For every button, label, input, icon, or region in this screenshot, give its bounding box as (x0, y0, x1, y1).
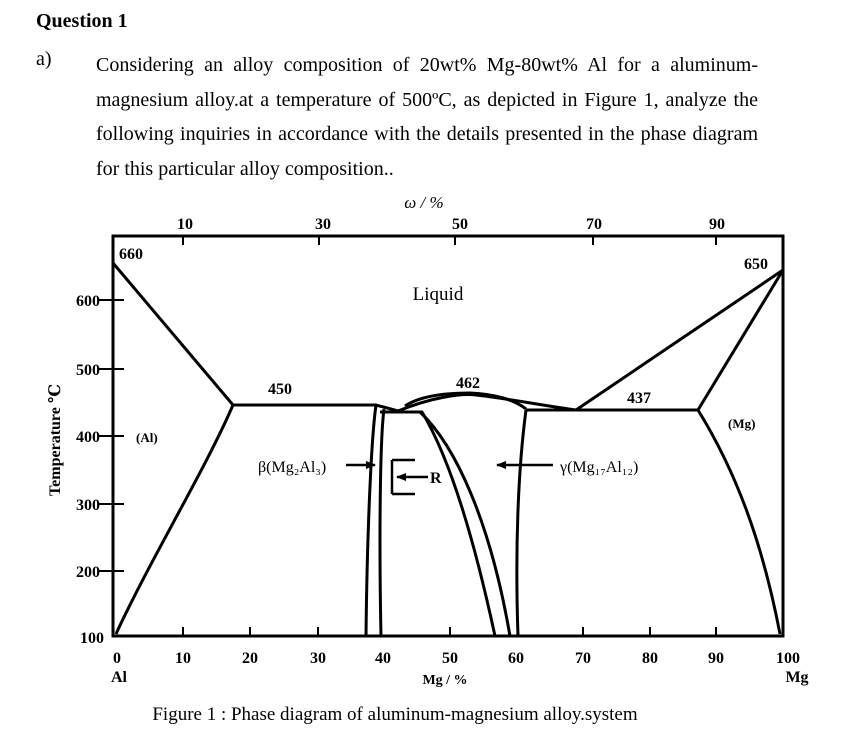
question-line: magnesium alloy.at a temperature of 500ºC, as depicted in Figure 1, analyze the (96, 88, 758, 111)
question-line: following inquiries in accordance with the details presented in the phase diagram (96, 123, 758, 145)
bottom-tick-label: 50 (442, 650, 458, 667)
top-tick-label: 70 (586, 216, 602, 233)
gamma-phase-label: γ(Mg₁₇Al₁₂) (560, 459, 639, 476)
bottom-tick-label: 80 (642, 650, 658, 667)
figure-caption: Figure 1 : Phase diagram of aluminum-magnesium alloy.system (152, 704, 638, 725)
temp-eutectic-right: 437 (627, 390, 651, 407)
beta-left-boundary (366, 405, 376, 636)
bottom-tick-label: 60 (508, 650, 524, 667)
beta-phase-label: β(Mg₂Al₃) (258, 459, 327, 476)
y-tick-label: 500 (76, 362, 100, 379)
element-mg-label: Mg (785, 669, 809, 686)
mg-solvus (698, 410, 780, 634)
top-axis-title: ω / % (404, 193, 444, 212)
y-axis-title: Temperature ℃ (47, 383, 64, 497)
top-ticks (177, 216, 725, 245)
mg-phase-label: (Mg) (728, 416, 756, 431)
bottom-tick-label: 30 (310, 650, 326, 667)
y-tick-label: 200 (76, 564, 100, 581)
al-solvus (116, 405, 233, 634)
top-tick-label: 90 (709, 216, 725, 233)
al-phase-label: (Al) (136, 430, 158, 445)
question-title: Question 1 (36, 10, 128, 32)
part-label: a) (36, 48, 52, 70)
temp-eutectic-left: 450 (268, 381, 292, 398)
beta-right-boundary (380, 409, 384, 636)
r-phase-boundary (380, 412, 495, 636)
gamma-right-boundary (517, 410, 526, 636)
question-line: for this particular alloy composition.. (96, 157, 394, 180)
y-tick-label: 100 (80, 630, 104, 647)
bottom-tick-label: 40 (375, 650, 391, 667)
bottom-tick-label: 90 (708, 650, 724, 667)
bottom-tick-label: 10 (175, 650, 191, 667)
bottom-tick-label: 20 (242, 650, 258, 667)
liquidus-left (113, 263, 398, 411)
bottom-end-label: 100 (776, 650, 800, 667)
phase-boundaries (113, 263, 783, 636)
temp-al-melting: 660 (119, 246, 143, 263)
bottom-tick-label: 0 (113, 650, 121, 667)
top-tick-label: 10 (177, 216, 193, 233)
y-tick-label: 400 (76, 429, 100, 446)
question-line: Considering an alloy composition of 20wt% Mg-80wt% Al for a aluminum- (96, 54, 758, 76)
bottom-tick-label: 70 (575, 650, 591, 667)
element-al-label: Al (111, 669, 127, 686)
liquidus-mg-side (576, 270, 783, 410)
gamma-left-boundary (420, 412, 510, 636)
mg-solidus (698, 270, 783, 410)
temp-beta-gamma-max: 462 (456, 375, 480, 392)
r-region-marker (392, 460, 428, 494)
liquid-label: Liquid (412, 284, 464, 305)
y-ticks (76, 293, 124, 647)
top-tick-label: 50 (452, 216, 468, 233)
y-tick-label: 600 (76, 293, 100, 310)
x-axis-title: Mg / % (422, 673, 468, 688)
r-phase-label: R (430, 470, 442, 487)
top-tick-label: 30 (315, 216, 331, 233)
temp-mg-melting: 650 (744, 256, 768, 273)
y-tick-label: 300 (76, 497, 100, 514)
